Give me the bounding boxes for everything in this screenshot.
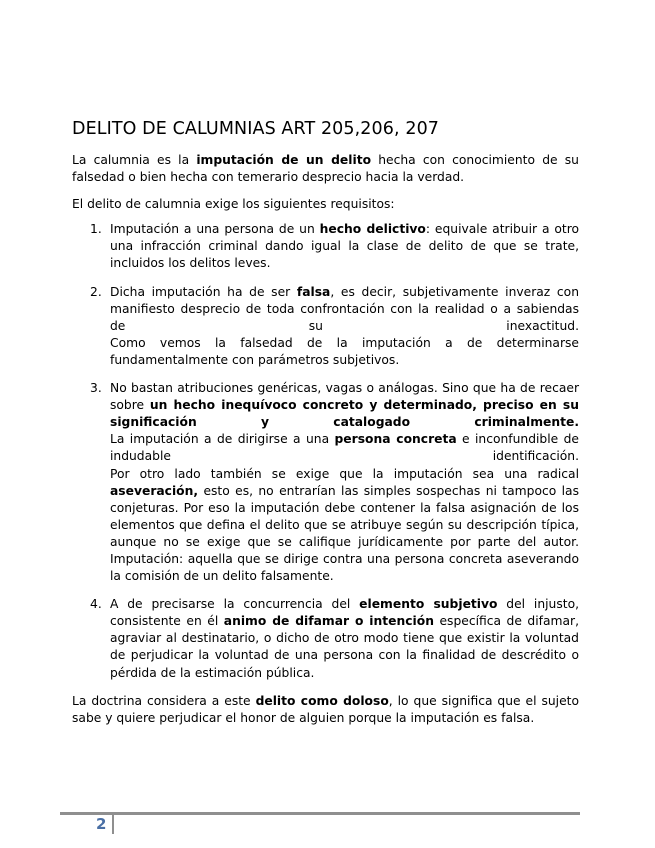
- requirement-item-4: [72, 596, 579, 681]
- requirements-list: [72, 221, 579, 681]
- item-text: específica de difamar, agraviar al destinatario, o dicho de otro modo tiene que existir la voluntad de perjudicar la voluntad de una persona con la finalidad de descrédito o pérdida de la estimación pública.: [110, 614, 580, 680]
- page-number-separator: [112, 815, 114, 834]
- item-text: Imputación: aquella que se dirige contra una persona concreta aseverando la comisión de un delito falsamente.: [110, 551, 579, 584]
- list-number: 3.: [90, 381, 102, 396]
- conclusion-paragraph: [72, 693, 579, 727]
- item-emphasis: persona concreta: [334, 432, 457, 447]
- intro-emphasis: imputación de un delito: [196, 153, 372, 167]
- item-text: Imputación a una persona de un: [110, 222, 320, 237]
- item-text-block: [110, 431, 579, 465]
- item-text: e inconfundible de indudable identificación.: [110, 432, 579, 464]
- item-text: La imputación a de dirigirse a una: [110, 432, 335, 447]
- list-number: 4.: [90, 597, 102, 612]
- document-title: DELITO DE CALUMNIAS ART 205,206, 207: [72, 119, 440, 139]
- page-number: 2: [96, 815, 107, 833]
- item-text: del injusto, consistente en él: [110, 597, 579, 629]
- intro-text: La calumnia es la: [72, 153, 197, 167]
- intro-paragraph: [72, 152, 579, 186]
- requirements-intro: El delito de calumnia exige los siguientes requisitos:: [72, 197, 395, 212]
- document-body: [72, 152, 579, 737]
- item-emphasis: aseveración,: [110, 483, 199, 498]
- item-text: Dicha imputación ha de ser: [110, 284, 297, 299]
- item-text-block: [110, 380, 579, 431]
- list-number: 1.: [90, 222, 102, 237]
- requirement-item-2: [72, 284, 579, 369]
- conclusion-text-end: , lo que significa que el sujeto sabe y quiere perjudicar el honor de alguien porque la imputación es falsa.: [72, 693, 579, 725]
- item-text: No bastan atribuciones genéricas, vagas o análogas. Sino que ha de recaer sobre: [110, 381, 579, 413]
- conclusion-text: La doctrina considera a este: [72, 693, 256, 708]
- footer-rule: [60, 812, 580, 815]
- conclusion-emphasis: delito como doloso: [255, 693, 389, 708]
- item-text: A de precisarse la concurrencia del: [110, 597, 360, 612]
- item-text: Por otro lado también se exige que la imputación sea una radical: [110, 466, 579, 481]
- item-text-block: [110, 466, 579, 551]
- requirement-item-3: [72, 380, 579, 585]
- item-emphasis: elemento subjetivo: [359, 597, 498, 612]
- list-number: 2.: [90, 284, 102, 299]
- item-text: Como vemos la falsedad de la imputación a de determinarse fundamentalmente con parámetros subjetivos.: [110, 335, 579, 367]
- item-text: , es decir, subjetivamente inveraz con manifiesto desprecio de toda confrontación con la realidad o a sabiendas de su inexactitud.: [110, 284, 579, 333]
- item-emphasis: falsa: [296, 284, 331, 299]
- item-emphasis: un hecho inequívoco concreto y determinado, preciso en su significación y catalogado criminalmente.: [110, 398, 579, 430]
- item-emphasis: animo de difamar o intención: [223, 614, 434, 629]
- intro-text-end: hecha con conocimiento de su falsedad o bien hecha con temerario desprecio hacia la verdad.: [72, 153, 579, 185]
- item-text: : equivale atribuir a otro una infracción criminal dando igual la clase de delito de que se trate, incluidos los delitos leves.: [110, 222, 580, 271]
- item-text-block: [110, 284, 579, 335]
- item-emphasis: hecho delictivo: [319, 222, 426, 237]
- item-text: esto es, no entrarían las simples sospechas ni tampoco las conjeturas. Por eso la imputación debe contener la falsa asignación de los elementos que defina el delito que se atribuye según su descripción típica, aunque no se exige que se califique jurídicamente por parte del autor.: [110, 483, 579, 549]
- requirement-item-1: [72, 221, 579, 272]
